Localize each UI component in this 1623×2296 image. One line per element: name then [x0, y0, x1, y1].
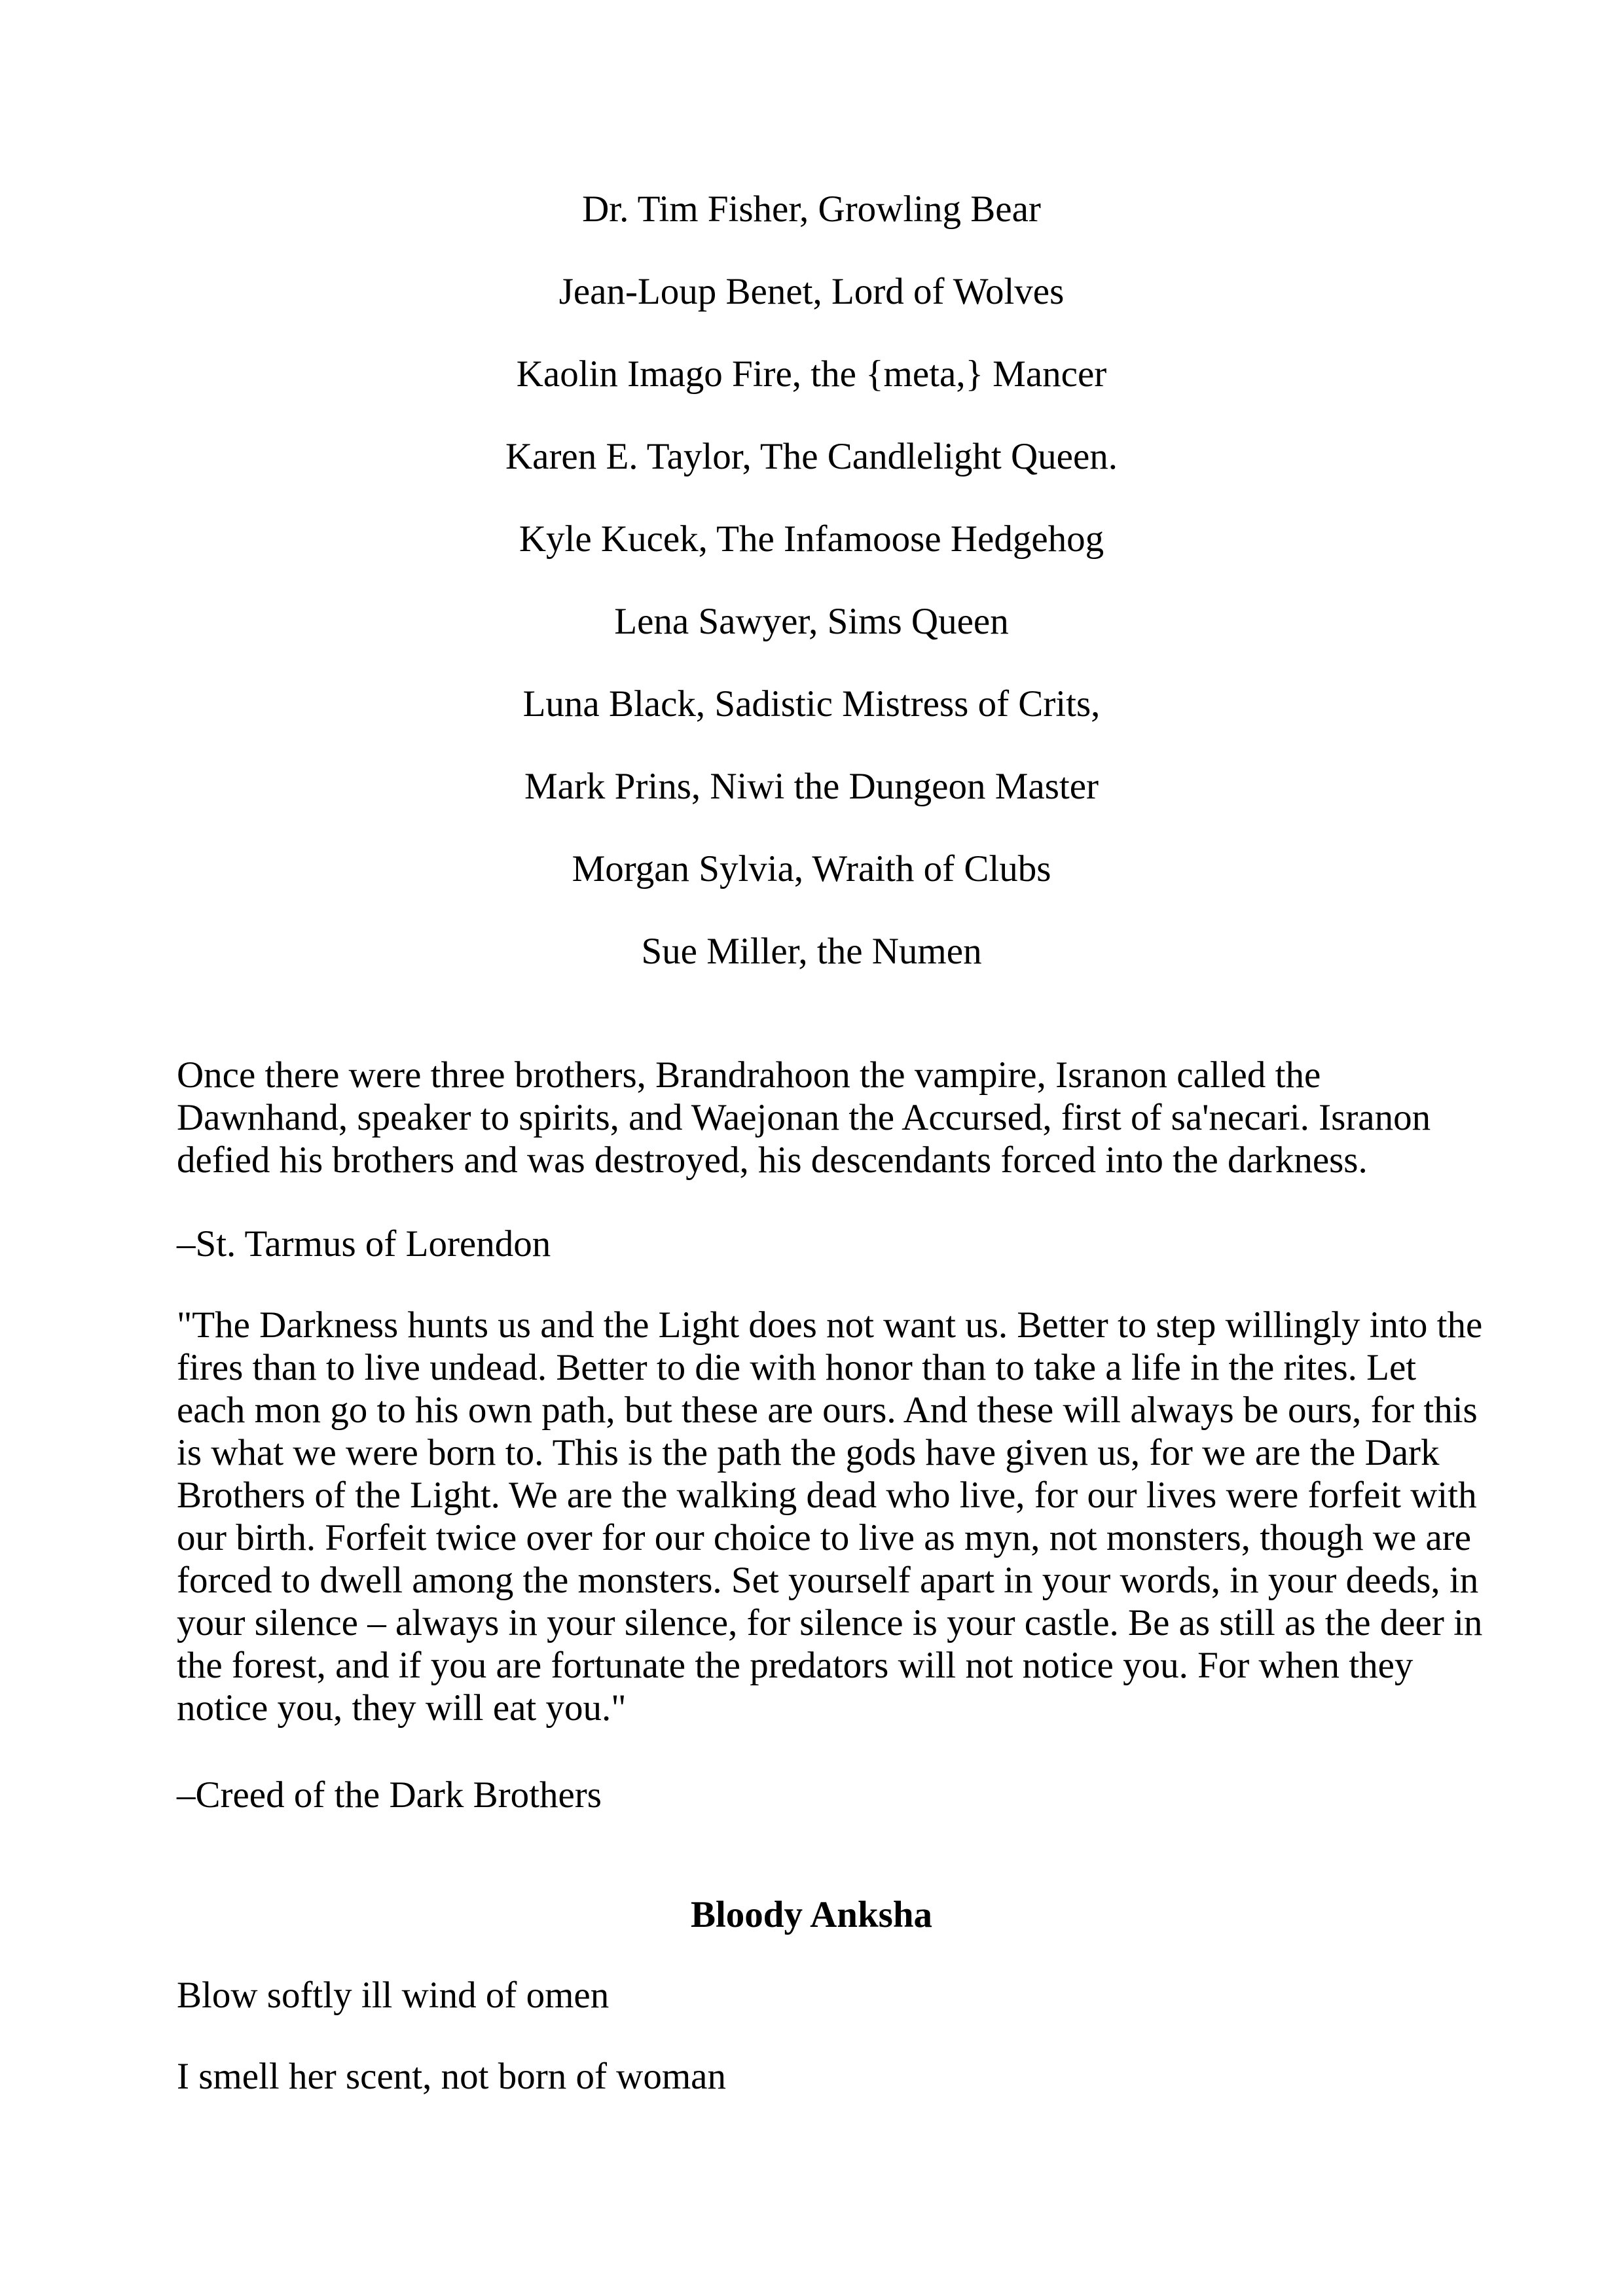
credit-line: Mark Prins, Niwi the Dungeon Master: [524, 766, 1099, 807]
credit-line: Kaolin Imago Fire, the {meta,} Mancer: [516, 353, 1107, 395]
epigraph-creed: "The Darkness hunts us and the Light does not want us. Better to step willingly into the fires than to live undead. Better to die with honor than to take a life in the rites. Let each mon go to his own path, but these are ours. And these will always be ours, for this is what we were born to. This is the path the gods have given us, for we are the Dark Brothers of the Light. We are the walking dead who live, for our lives were forfeit with our birth. Forfeit twice over for our choice to live as myn, not monsters, though we are forced to dwell among the monsters. Set yourself apart in your words, in your deeds, in your silence – always in your silence, for silence is your castle. Be as still as the deer in the forest, and if you are fortunate the predators will not notice you. For when they notice you, they will eat you.": [177, 1304, 1483, 1729]
poem-line: Blow softly ill wind of omen: [177, 1975, 610, 2016]
epigraph-attribution: –St. Tarmus of Lorendon: [177, 1223, 551, 1265]
creed-attribution: –Creed of the Dark Brothers: [177, 1774, 602, 1816]
credit-line: Dr. Tim Fisher, Growling Bear: [582, 188, 1041, 230]
poem-line: I smell her scent, not born of woman: [177, 2056, 726, 2097]
poem-title: Bloody Anksha: [690, 1894, 933, 1935]
credit-line: Sue Miller, the Numen: [641, 931, 982, 972]
credit-line: Morgan Sylvia, Wraith of Clubs: [572, 848, 1051, 889]
credit-line: Karen E. Taylor, The Candlelight Queen.: [505, 436, 1118, 477]
credit-line: Jean-Loup Benet, Lord of Wolves: [558, 271, 1065, 312]
credit-line: Lena Sawyer, Sims Queen: [614, 601, 1009, 642]
credit-line: Luna Black, Sadistic Mistress of Crits,: [522, 683, 1101, 725]
credit-line: Kyle Kucek, The Infamoose Hedgehog: [519, 518, 1104, 560]
credits-list: [0, 187, 1623, 1012]
epigraph-brothers: Once there were three brothers, Brandrahoon the vampire, Isranon called the Dawnhand, speaker to spirits, and Waejonan the Accursed, first of sa'necari. Isranon defied his brothers and was destroyed, his descendants forced into the darkness.: [177, 1054, 1431, 1181]
